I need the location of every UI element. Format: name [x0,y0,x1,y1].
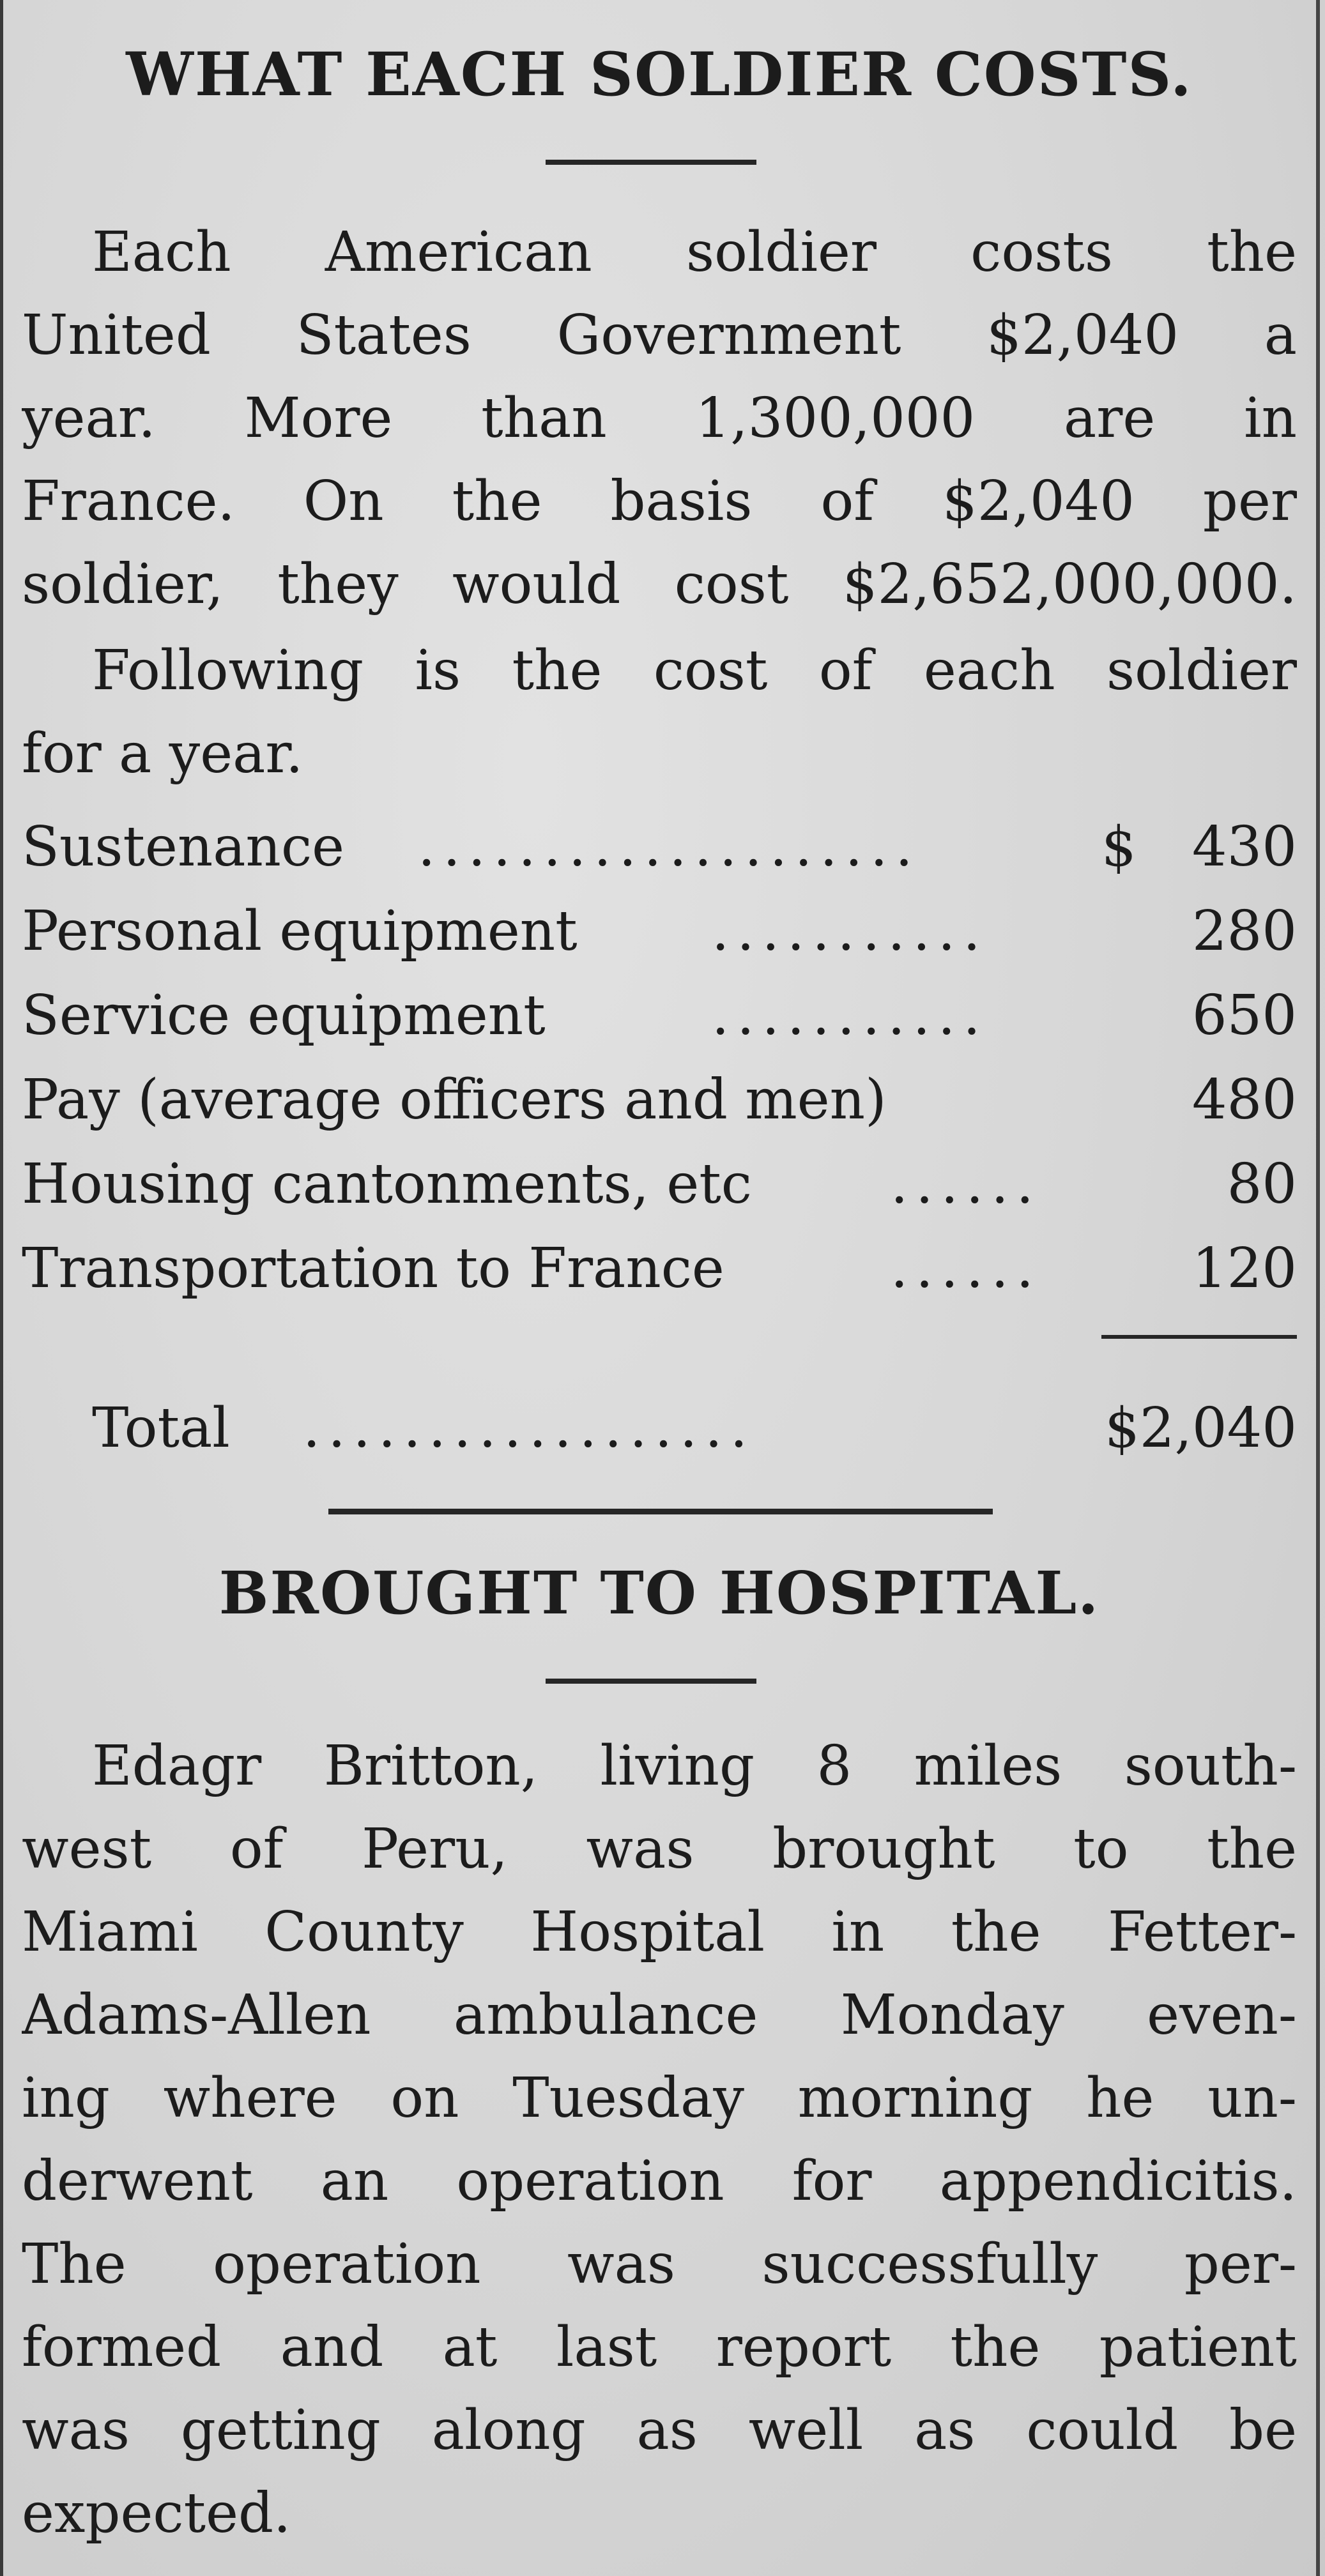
headline-soldier-costs: WHAT EACH SOLDIER COSTS. [126,40,1193,110]
paragraph-line: derwent an operation for appendicitis. [22,2149,1297,2213]
paragraph-line: Following is the cost of each soldier [92,639,1297,703]
row-label: Service equipment [22,984,546,1048]
paragraph-line: France. On the basis of $2,040 per [22,469,1297,533]
leader-dots: ........... [712,984,988,1048]
row-amount: 480 [1191,1068,1297,1132]
paragraph-line: Edagr Britton, living 8 miles south- [92,1734,1297,1798]
article-separator [328,1509,993,1514]
leader-dots: ...... [891,1152,1042,1216]
row-label: Housing cantonments, etc [22,1152,752,1216]
row-label: Sustenance [22,815,344,879]
row-label: Pay (average officers and men) [22,1068,887,1132]
sum-rule [1101,1335,1297,1339]
paragraph-line: Miami County Hospital in the Fetter- [22,1900,1297,1964]
paragraph-line: west of Peru, was brought to the [22,1817,1297,1881]
intro-paragraph [22,211,1297,626]
total-label: Total [92,1396,230,1460]
paragraph-line: for a year. [22,722,303,786]
paragraph-line: The operation was successfully per- [22,2232,1297,2296]
table-row [22,1142,1297,1226]
leader-dots: .................... [418,815,921,879]
column-rule-right [1316,0,1320,2576]
paragraph-line: expected. [22,2481,291,2545]
paragraph-line: Adams-Allen ambulance Monday even- [22,1983,1297,2047]
paragraph-line: Each American soldier costs the [92,220,1297,284]
cost-table [22,805,1297,1311]
table-row [22,1058,1297,1142]
table-row [22,805,1297,889]
headline-underline [546,160,756,165]
headline-underline [546,1679,756,1684]
total-amount: $2,040 [1105,1396,1297,1460]
column-rule-left [0,0,3,2576]
row-amount: 650 [1191,984,1297,1048]
paragraph-line: soldier, they would cost $2,652,000,000. [22,553,1297,616]
table-row [22,1226,1297,1311]
paragraph-line: was getting along as well as could be [22,2398,1297,2462]
row-amount: 280 [1191,899,1297,963]
paragraph-line: formed and at last report the patient [22,2315,1297,2379]
paragraph-line: ing where on Tuesday morning he un- [22,2066,1297,2130]
table-row [22,889,1297,973]
leader-dots: ........... [712,899,988,963]
paragraph-line: United States Government $2,040 a [22,303,1297,367]
leader-dots: ...... [891,1237,1042,1300]
row-amount: 430 [1191,815,1297,879]
row-amount: 80 [1227,1152,1297,1216]
headline-hospital: BROUGHT TO HOSPITAL. [218,1559,1100,1627]
paragraph-line: year. More than 1,300,000 are in [22,386,1297,450]
row-label: Transportation to France [22,1237,724,1300]
row-amount: 120 [1191,1237,1297,1300]
hospital-paragraph [22,1725,1297,2555]
total-row [22,1386,1297,1470]
leader-dots: .................. [303,1396,756,1460]
currency-symbol: $ [1101,815,1137,879]
table-row [22,973,1297,1058]
table-intro-paragraph [22,629,1297,795]
row-label: Personal equipment [22,899,578,963]
